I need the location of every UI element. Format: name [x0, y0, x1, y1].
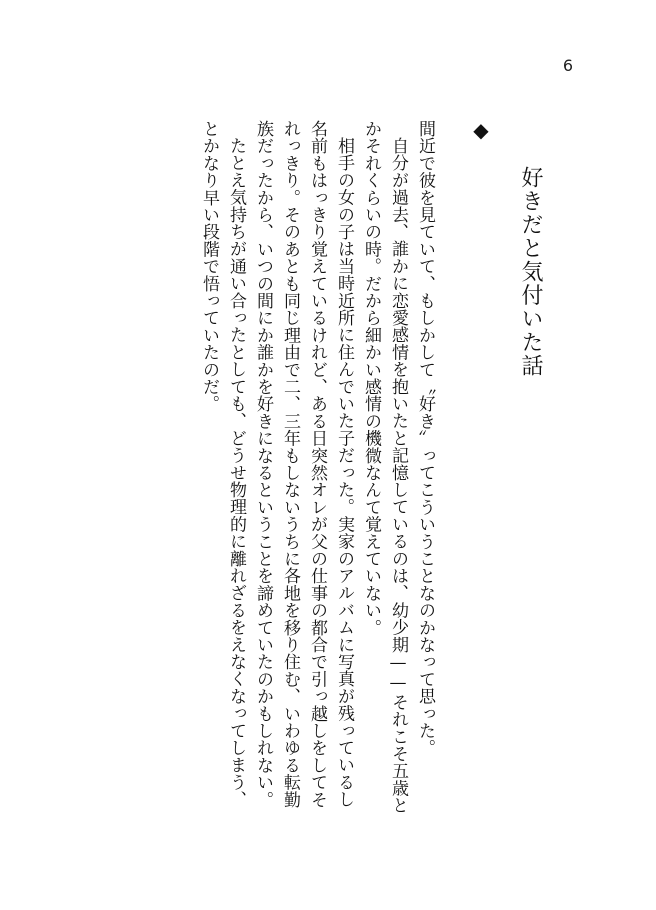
chapter-title: 好きだと気付いた話 [518, 166, 543, 378]
paragraph-3: 相手の女の子は当時近所に住んでいた子だった。実家のアルバムに写真が残っているし名前もはっきり覚えているけれど、ある日突然オレが父の仕事の都合で引っ越しをしてそれっきり。そのあとも同じ理由で二、三年もしないうちに各地を移り住む、いわゆる転勤族だったから、いつの間にか誰かを好きになるということを諦めていたのかもしれない。 [253, 120, 354, 808]
body-text [138, 120, 438, 815]
paragraph-2: 自分が過去、誰かに恋愛感情を抱いたと記憶しているのは、幼少期——それこそ五歳とかそれくらいの時。だから細かい感情の機微なんて覚えていない。 [361, 120, 408, 814]
paragraph-4: たとえ気持ちが通い合ったとしても、どうせ物理的に離れざるをえなくなってしまう、とかなり早い段階で悟っていたのだ。 [199, 120, 246, 808]
page-number: 6 [562, 56, 574, 75]
paragraph-1: 間近で彼を見ていて、もしかして〝好き〟ってこういうことなのかなって思った。 [415, 120, 435, 757]
diamond-ornament-icon: ◆ [473, 118, 489, 142]
